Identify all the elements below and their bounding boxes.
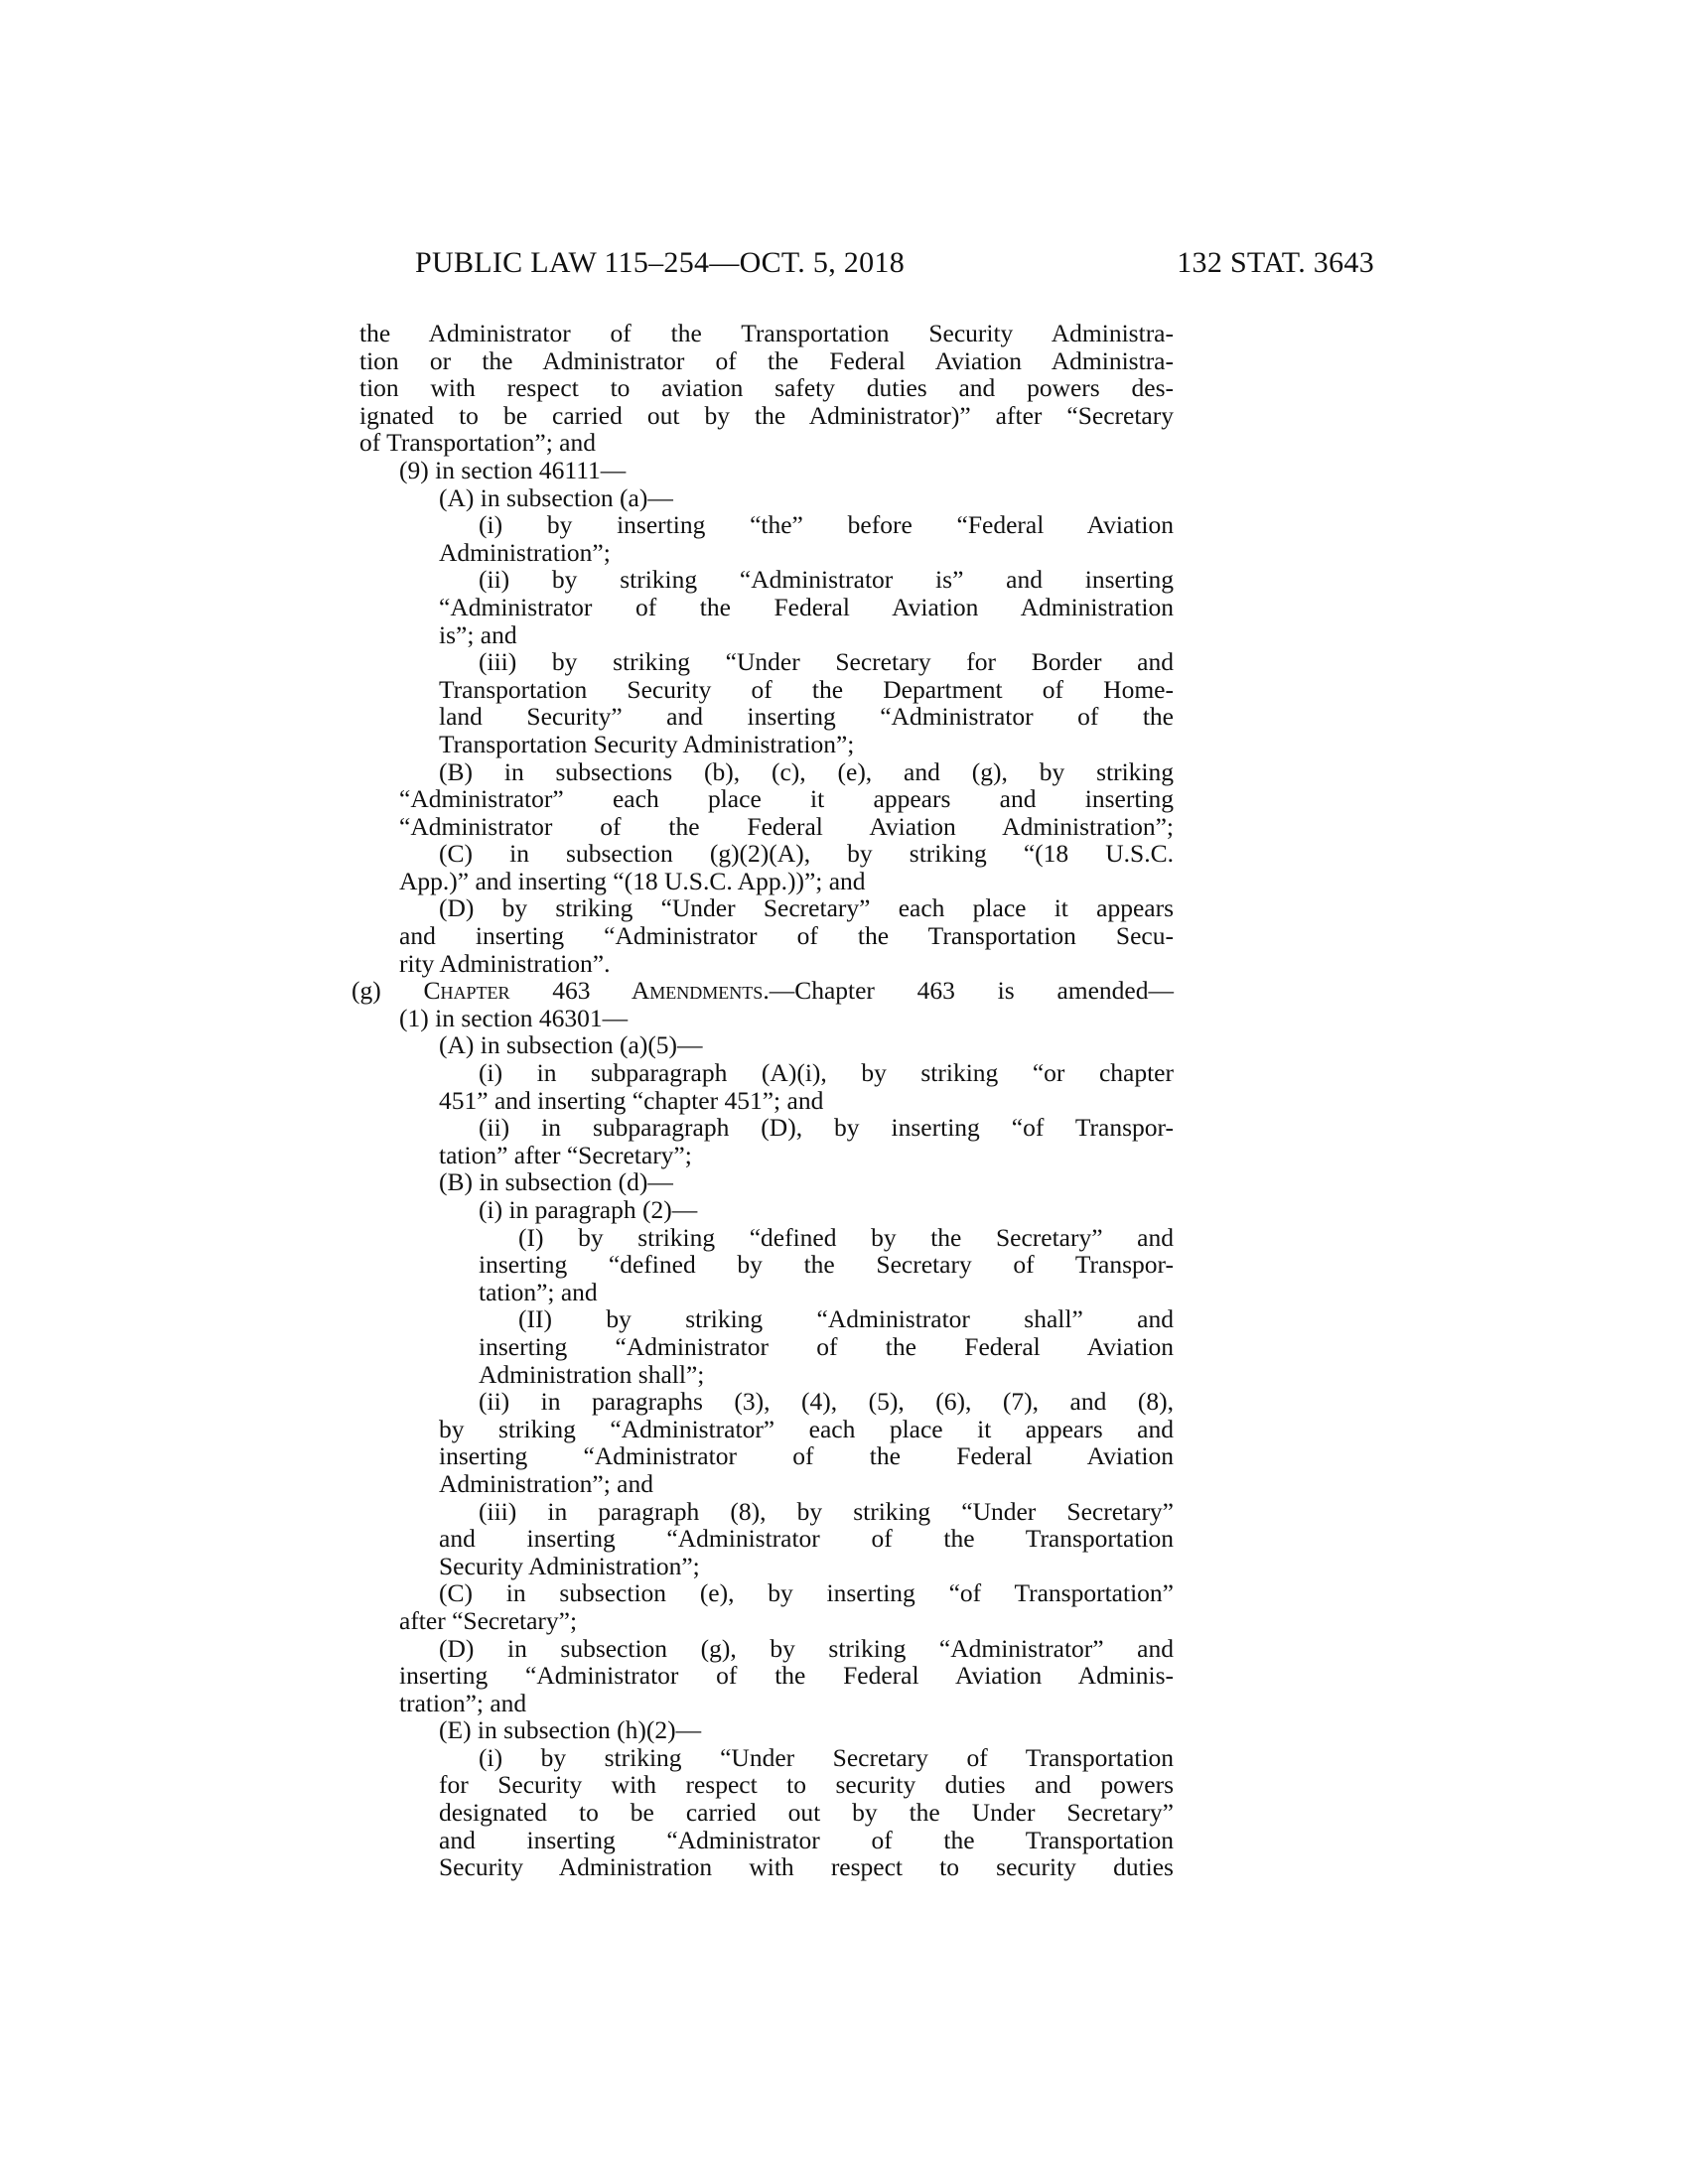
text-line: inserting “Administrator of the Federal Aviation [479,1331,1174,1361]
text-line: “Administrator” each place it appears and inserting [399,784,1174,814]
text-line: of Transportation”; and [359,428,596,458]
text-line: tation”; and [479,1277,598,1306]
text-line: (ii) in subparagraph (D), by inserting “of Transpor- [479,1113,1174,1143]
subsection-g-label: (g) [352,976,424,1006]
text-line: (E) in subsection (h)(2)— [439,1715,702,1745]
text-line: 451” and inserting “chapter 451”; and [439,1085,824,1115]
text-line: (iii) in paragraph (8), by striking “Under Secretary” [479,1496,1174,1526]
text-line: (A) in subsection (a)(5)— [439,1030,703,1060]
text-line: inserting “defined by the Secretary of Transpor- [479,1250,1174,1280]
text-line: and inserting “Administrator of the Transportation [439,1524,1174,1554]
text-line: inserting “Administrator of the Federal Aviation [439,1441,1174,1471]
text-line: rity Administration”. [399,948,611,978]
text-line: after “Secretary”; [399,1605,578,1635]
text-line: App.)” and inserting “(18 U.S.C. App.))”; and [399,866,866,895]
text-line: “Administrator of the Federal Aviation Administration”; [399,811,1174,841]
text-line: for Security with respect to security duties and powers [439,1770,1174,1800]
subsection-caption: Chapter 463 Amendments [423,976,764,1006]
text-line: (D) by striking “Under Secretary” each place it appears [439,893,1174,923]
text-line: and inserting “Administrator of the Transportation [439,1825,1174,1854]
text-line: (i) in paragraph (2)— [479,1195,698,1224]
statute-page-number: 132 STAT. 3643 [1177,246,1374,279]
text-line: tation” after “Secretary”; [439,1140,692,1169]
text-line: tion with respect to aviation safety duties and powers des- [359,373,1174,403]
text-line: Administration”; and [439,1468,654,1498]
text-line: (i) by inserting “the” before “Federal Aviation [479,510,1174,540]
text-line: Transportation Security of the Department of Home- [439,674,1174,704]
text-line: land Security” and inserting “Administrator of the [439,702,1174,732]
text-line: “Administrator of the Federal Aviation Administration [439,592,1174,621]
running-title: PUBLIC LAW 115–254—OCT. 5, 2018 [415,246,906,279]
text-line: designated to be carried out by the Under Secretary” [439,1798,1174,1828]
text-line: (ii) in paragraphs (3), (4), (5), (6), (7), and (8), [479,1387,1174,1417]
text-line: (A) in subsection (a)— [439,482,673,512]
text-line: (iii) by striking “Under Secretary for Border and [479,647,1174,677]
text-line: is”; and [439,619,517,649]
text-line: tration”; and [399,1688,527,1717]
text-line: (1) in section 46301— [399,1003,629,1032]
text-line: Administration shall”; [479,1359,705,1389]
text-line: ignated to be carried out by the Administrator)” after “Secretary [359,400,1174,430]
text-line: and inserting “Administrator of the Transportation Secu- [399,921,1174,951]
text-line: (D) in subsection (g), by striking “Administrator” and [439,1633,1174,1663]
text-line: (C) in subsection (g)(2)(A), by striking “(18 U.S.C. [439,839,1174,869]
text-line: (i) by striking “Under Secretary of Transportation [479,1742,1174,1772]
text-line: (i) in subparagraph (A)(i), by striking “or chapter [479,1058,1174,1088]
text-line: (B) in subsection (d)— [439,1167,673,1197]
text-line: (C) in subsection (e), by inserting “of Transportation” [439,1578,1174,1608]
text-line: Security Administration with respect to security duties [439,1852,1174,1882]
text-line: Security Administration”; [439,1551,700,1580]
text-line: (9) in section 46111— [399,455,627,484]
text-line: (I) by striking “defined by the Secretary” and [518,1222,1174,1252]
text-line: (ii) by striking “Administrator is” and inserting [479,565,1174,595]
subsection-g-text: .—Chapter 463 is amended— [763,976,1174,1006]
text-line: the Administrator of the Transportation Security Administra- [359,319,1174,347]
document-body [352,319,1174,1882]
text-line: inserting “Administrator of the Federal Aviation Adminis- [399,1661,1174,1691]
subsection-g-heading [352,977,1174,1005]
text-line: tion or the Administrator of the Federal Aviation Administra- [359,345,1174,375]
text-line: Transportation Security Administration”; [439,729,855,758]
text-line: (B) in subsections (b), (c), (e), and (g), by striking [439,756,1174,786]
page-header [415,246,1374,286]
text-line: (II) by striking “Administrator shall” and [518,1304,1174,1334]
text-line: Administration”; [439,537,611,567]
text-line: by striking “Administrator” each place it appears and [439,1414,1174,1443]
